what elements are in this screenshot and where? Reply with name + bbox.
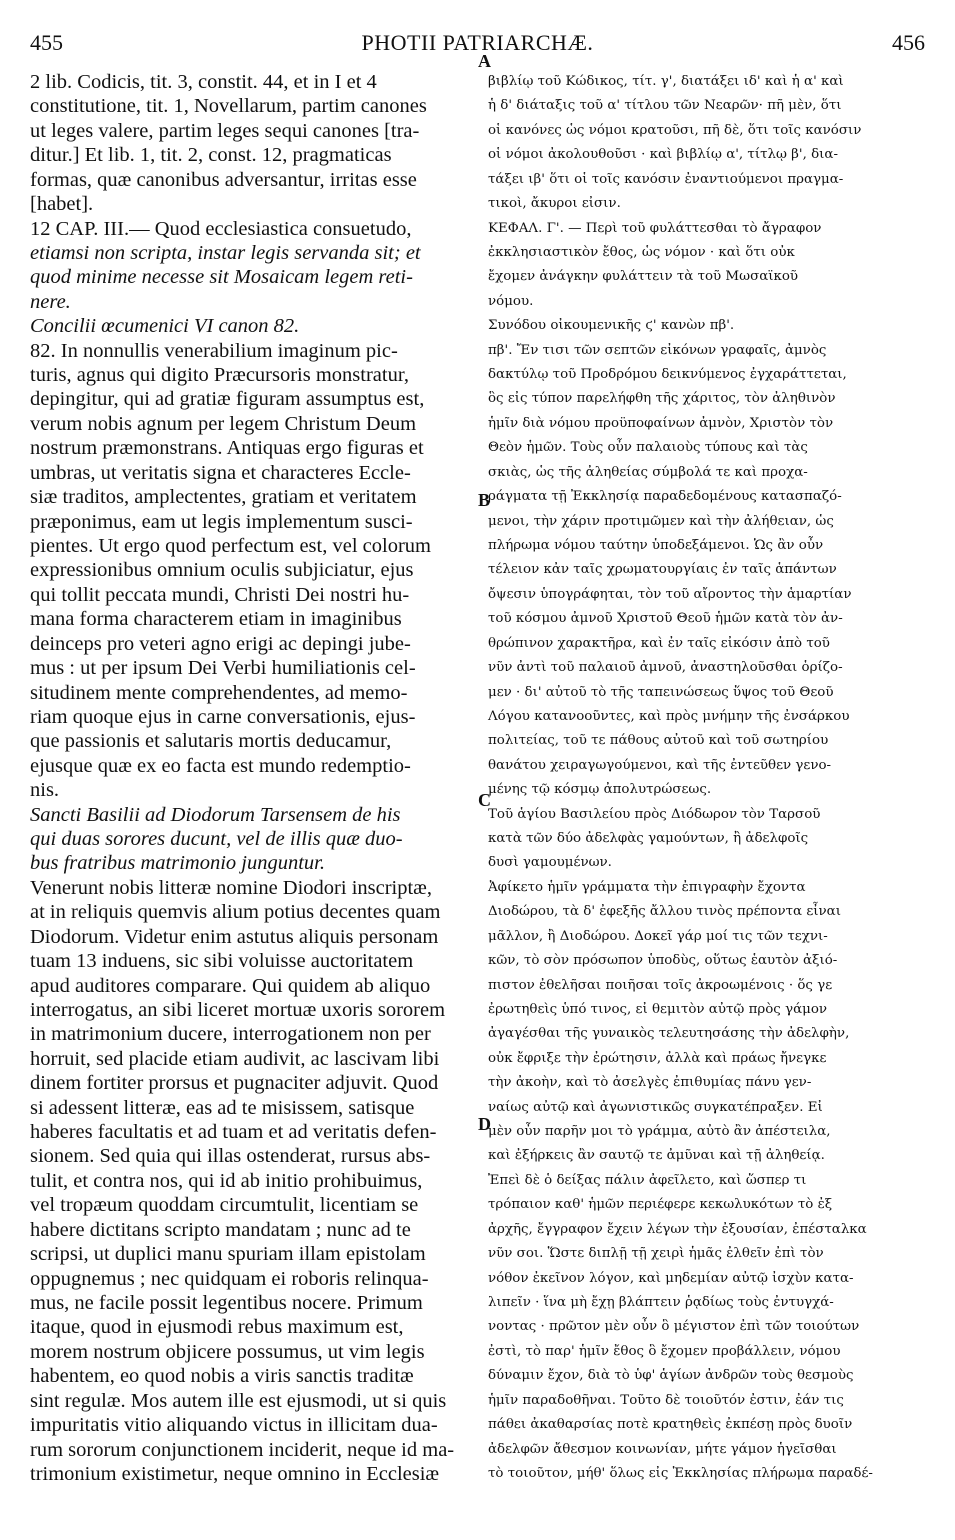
latin-line: habentem, eo quod nobis a viris sanctis traditæ bbox=[30, 1365, 414, 1388]
greek-line: πβ'. Ἔν τισι τῶν σεπτῶν εἰκόνων γραφαῖς, ἀμνὸς bbox=[488, 342, 827, 358]
greek-line: ράγματα τῇ Ἐκκλησίᾳ παραδεδομένους κατασπαζό- bbox=[488, 489, 842, 505]
page-number-left: 455 bbox=[30, 30, 63, 55]
greek-line: τρόπαιον καθ' ἡμῶν περιέφερε κεκωλυκότων τὸ ἐξ bbox=[488, 1197, 833, 1213]
greek-line: ἐστὶ, τὸ παρ' ἡμῖν ἔθος ὃ ἔχομεν προβάλλειν, νόμου bbox=[488, 1343, 841, 1359]
latin-line: qui duas sorores ducunt, vel de illis quæ duo- bbox=[30, 828, 403, 851]
greek-line: νόθον ἐκεῖνον λόγον, καὶ μηδεμίαν αὐτῷ ἰσχὺν κατα- bbox=[488, 1270, 854, 1286]
greek-line: ἡμῖν παραδοθῆναι. Τοῦτο δὲ τοιοῦτόν ἐστιν, ἐάν τις bbox=[488, 1392, 844, 1408]
greek-line: Ἐπεὶ δὲ ὁ δείξας πάλιν ἀφεῖλετο, καὶ ὥσπερ τι bbox=[488, 1172, 807, 1188]
latin-line: etiamsi non scripta, instar legis servanda sit; et bbox=[30, 241, 421, 264]
greek-line: ἀδελφῶν ἄθεσμον κοινωνίαν, μήτε γάμον ἡγεῖσθαι bbox=[488, 1441, 837, 1457]
greek-line: ἐκκλησιαστικὸν ἔθος, ὡς νόμον · καὶ ὅτι οὐκ bbox=[488, 244, 795, 260]
latin-line: constitutione, tit. 1, Novellarum, partim canones bbox=[30, 95, 427, 118]
greek-line: ἡ δ' διάταξις τοῦ α' τίτλου τῶν Νεαρῶν· πῆ μὲν, ὅτι bbox=[488, 98, 842, 114]
latin-line: Diodorum. Videtur enim astutus aliquis personam bbox=[30, 925, 439, 948]
latin-line: riam quoque ejus in carne conversationis, ejus- bbox=[30, 705, 416, 728]
latin-line: Sancti Basilii ad Diodorum Tarsensem de his bbox=[30, 803, 401, 826]
greek-line: τὸ τοιοῦτον, μήθ' ὅλως εἰς Ἐκκλησίας πλήρωμα παραδέ- bbox=[488, 1465, 873, 1481]
greek-line: μᾶλλον, ἢ Διοδώρου. Δοκεῖ γάρ μοί τις τῶν τεχνι- bbox=[488, 928, 828, 944]
latin-line: ejusque quæ ex eo facta est mundo redemptio- bbox=[30, 754, 411, 777]
latin-line: [habet]. bbox=[30, 193, 94, 216]
running-title: PHOTII PATRIARCHÆ. bbox=[361, 30, 594, 55]
greek-line: νῦν ἀντὶ τοῦ παλαιοῦ ἀμνοῦ, ἀναστηλοῦσθαι ὁρίζο- bbox=[488, 660, 843, 676]
greek-line: πλήρωμα νόμου ταύτην ὑποδεξάμενοι. Ὡς ἂν οὖν bbox=[488, 537, 824, 553]
greek-line: θρώπινον χαρακτῆρα, καὶ ἐν ταῖς εἰκόσιν ἀπὸ τοῦ bbox=[488, 635, 830, 651]
latin-line: 2 lib. Codicis, tit. 3, constit. 44, et in I et 4 bbox=[30, 71, 377, 93]
greek-line: ἔχομεν ἀνάγκην φυλάττειν τὰ τοῦ Μωσαϊκοῦ bbox=[488, 269, 799, 285]
latin-line: que passionis et salutaris mortis deducamur, bbox=[30, 730, 392, 753]
greek-line: Διοδώρου, τὰ δ' ἐφεξῆς ἄλλου τινὸς πρέποντα εἶναι bbox=[488, 904, 841, 920]
latin-line: tuam 13 induens, sic sibi voluisse auctoritatem bbox=[30, 950, 414, 973]
latin-line: bus fratribus matrimonio junguntur. bbox=[30, 852, 326, 875]
latin-line: trimonium existimetur, neque omnino in Ecclesiæ bbox=[30, 1462, 440, 1485]
greek-line: ἀρχῆς, ἔγγραφον ἔχειν λέγων τὴν ἐξουσίαν, ἐπέσταλκα bbox=[488, 1221, 867, 1237]
latin-line: apud auditores comparare. Qui quidem ab aliquo bbox=[30, 974, 431, 997]
latin-line: rum sororum conjunctionem inciderit, neque id ma- bbox=[30, 1438, 455, 1461]
greek-line: Λόγου κατανοοῦντες, καὶ πρὸς μνήμην τῆς ἐνσάρκου bbox=[488, 708, 850, 724]
greek-line: κατὰ τῶν δύο ἀδελφὰς γαμούντων, ἢ ἀδελφοῖς bbox=[488, 831, 809, 847]
latin-line: 12 CAP. III.— Quod ecclesiastica consuetudo, bbox=[30, 217, 412, 240]
latin-line: nostrum præmonstrans. Antiquas ergo figuras et bbox=[30, 437, 424, 460]
greek-line: πιστον ἐθελῆσαι ποιῆσαι τοῖς ἀκροωμένοις · ὅς γε bbox=[488, 977, 833, 993]
latin-line: Concilii œcumenici VI canon 82. bbox=[30, 315, 300, 338]
latin-line: turis, agnus qui digito Præcursoris monstratur, bbox=[30, 364, 409, 387]
greek-line: ἀγαγέσθαι τῆς γυναικὸς τελευτησάσης τὴν ἀδελφὴν, bbox=[488, 1026, 850, 1042]
greek-line: οἱ κανόνες ὡς νόμοι κρατοῦσι, πῆ δὲ, ὅτι τοῖς κανόσιν bbox=[488, 122, 862, 138]
greek-line: καὶ ἐξήρκεις ἂν σαυτῷ τε ἀμῦναι καὶ τῇ ἀληθείᾳ. bbox=[488, 1148, 825, 1164]
latin-line: qui tollit peccata mundi, Christi Dei nostri hu- bbox=[30, 583, 410, 606]
latin-line: in matrimonium ducere, interrogationem non per bbox=[30, 1023, 431, 1046]
latin-line: itaque, quod in ejusmodi rebus maximum est, bbox=[30, 1316, 404, 1339]
latin-line: quod minime necesse sit Mosaicam legem reti- bbox=[30, 266, 413, 289]
latin-line: 82. In nonnullis venerabilium imaginum pic- bbox=[30, 339, 398, 362]
greek-line: θανάτου χειραγωγούμενοι, καὶ τῆς ἐντεῦθεν γενο- bbox=[488, 757, 832, 773]
latin-line: Venerunt nobis litteræ nomine Diodori inscriptæ, bbox=[30, 876, 432, 899]
greek-line: πολιτείας, τοῦ τε πάθους αὐτοῦ καὶ τοῦ σωτηρίου bbox=[488, 733, 829, 749]
greek-line: τάξει ιβ' ὅτι οἱ τοῖς κανόσιν ἐναντιούμενοι πραγμα- bbox=[488, 171, 844, 187]
latin-line: horruit, sed placide etiam audivit, ac lascivam libi bbox=[30, 1047, 440, 1070]
greek-line: νόμου. bbox=[488, 293, 534, 309]
latin-line: si adessent litteræ, eas ad te misissem, satisque bbox=[30, 1096, 415, 1119]
greek-line: βιβλίῳ τοῦ Κώδικος, τίτ. γ', διατάξει ιδ' καὶ ἡ α' καὶ bbox=[488, 74, 844, 89]
greek-line: κῶν, τὸ σὸν πρόσωπον ὑποδὺς, οὕτως ἑαυτὸν ἀξιό- bbox=[488, 953, 838, 969]
section-marker-b: B bbox=[478, 490, 491, 510]
greek-line: δυσὶ γαμουμένων. bbox=[488, 855, 612, 871]
latin-line: morem nostrum objicere possumus, ut vim legis bbox=[30, 1340, 425, 1363]
latin-line: mus : ut per ipsum Dei Verbi humiliationis cel- bbox=[30, 657, 416, 680]
greek-line: λιπεῖν · ἵνα μὴ ἔχῃ βλάπτειν ῥᾳδίως τοὺς ἐντυγχά- bbox=[488, 1295, 834, 1310]
latin-line: scripsi, ut duplici manu spuriam illam epistolam bbox=[30, 1243, 426, 1266]
greek-line: δακτύλῳ τοῦ Προδρόμου δεικνύμενος ἐγχαράττεται, bbox=[488, 367, 847, 383]
greek-line: τέλειον κἀν ταῖς χρωματουργίαις ἐν ταῖς ἁπάντων bbox=[488, 562, 837, 578]
latin-line: impuritatis vitio aliquando victus in illicitam dua- bbox=[30, 1414, 438, 1437]
latin-line: vel tropæum quoddam circumtulit, licentiam se bbox=[30, 1194, 419, 1217]
greek-line: ναίως αὐτῷ καὶ ἀγωνιστικῶς συγκατέπραξεν. Εἰ bbox=[488, 1099, 823, 1115]
greek-line: τὴν ἀκοὴν, καὶ τὸ ἀσελγὲς ἐπιθυμίας πάνυ γεν- bbox=[488, 1075, 812, 1091]
greek-line: οἱ νόμοι ἀκολουθοῦσι · καὶ βιβλίῳ α', τίτλῳ β', δια- bbox=[488, 147, 838, 163]
latin-line: haberes facultatis et ad tuam et ad veritatis defen- bbox=[30, 1121, 437, 1144]
page-number-right: 456 bbox=[892, 30, 925, 55]
greek-line: τικοὶ, ἄκυροι εἰσιν. bbox=[488, 196, 621, 212]
latin-line: sint regulæ. Mos autem ille est ejusmodi, ut si quis bbox=[30, 1389, 447, 1412]
latin-line: depingitur, qui ad gratiæ figuram assumptus est, bbox=[30, 388, 425, 411]
greek-line: ἐρωτηθεὶς ὑπό τινος, εἰ θεμιτὸν αὐτῷ πρὸς γάμον bbox=[488, 1001, 828, 1017]
section-marker-c: C bbox=[478, 790, 491, 810]
greek-line: σκιὰς, ὡς τῆς ἀληθείας σύμβολά τε καὶ προχα- bbox=[488, 464, 808, 480]
latin-line: mana forma characterem etiam in imaginibus bbox=[30, 608, 402, 631]
greek-line: οὐκ ἔφριξε τὴν ἐρώτησιν, ἀλλὰ καὶ πράως ἤνεγκε bbox=[488, 1050, 827, 1066]
latin-line: oppugnemus ; nec quidquam ei roboris relinqua- bbox=[30, 1267, 429, 1290]
greek-line: ὄψεσιν ὑπογράφηται, τὸν τοῦ αἴροντος τὴν ἁμαρτίαν bbox=[488, 586, 852, 602]
latin-line: verum nobis agnum per legem Christum Deum bbox=[30, 412, 417, 435]
latin-line: pientes. Ut ergo quod perfectum est, vel colorum bbox=[30, 534, 431, 557]
greek-line: Θεὸν ἡμῶν. Τοὺς οὖν παλαιοὺς τύπους καὶ τὰς bbox=[488, 440, 808, 456]
latin-line: formas, quæ canonibus adversantur, irritas esse bbox=[30, 168, 417, 191]
greek-line: τοῦ κόσμου ἀμνοῦ Χριστοῦ Θεοῦ ἡμῶν κατὰ τὸν ἀν- bbox=[488, 611, 843, 627]
latin-line: umbras, ut veritatis signa et characteres Eccle- bbox=[30, 461, 411, 484]
greek-line: Τοῦ ἁγίου Βασιλείου πρὸς Διόδωρον τὸν Ταρσοῦ bbox=[488, 806, 821, 822]
greek-line: μένης τῷ κόσμῳ ἀπολυτρώσεως. bbox=[488, 782, 712, 798]
latin-line: habere dictitans scripto mandatam ; nunc ad te bbox=[30, 1218, 411, 1241]
greek-line: νοντας · πρῶτον μὲν οὖν ὃ μέγιστον ἐπὶ τῶν τοιούτων bbox=[488, 1319, 860, 1335]
latin-line: dinem fortiter prorsus et pugnaciter adjuvit. Quod bbox=[30, 1072, 439, 1095]
latin-line: ditur.] Et lib. 1, tit. 2, const. 12, pragmaticas bbox=[30, 144, 392, 167]
latin-line: sionem. Sed quia qui illas ostenderat, rursus abs- bbox=[30, 1145, 431, 1168]
latin-line: nere. bbox=[30, 290, 71, 313]
greek-line: πάθει ἀκαθαρσίας ποτὲ κρατηθεὶς ἐκπέσῃ πρὸς δυοῖν bbox=[488, 1417, 853, 1433]
latin-line: siæ traditos, amplectentes, gratiam et veritatem bbox=[30, 486, 417, 509]
latin-line: tulit, et contra nos, qui id ab initio prohibuimus, bbox=[30, 1169, 423, 1192]
greek-line: δύναμιν ἔχον, διὰ τὸ ὑφ' ἁγίων ἀνδρῶν τοὺς θεσμοὺς bbox=[488, 1368, 854, 1384]
greek-line: μεν · δι' αὐτοῦ τὸ τῆς ταπεινώσεως ὕψος τοῦ Θεοῦ bbox=[488, 684, 834, 700]
greek-line: Ἀφίκετο ἡμῖν γράμματα τὴν ἐπιγραφὴν ἔχοντα bbox=[488, 879, 806, 895]
greek-line: ἡμῖν διὰ νόμου προϋποφαίνων ἀμνὸν, Χριστὸν τὸν bbox=[488, 415, 834, 431]
section-marker-a: A bbox=[478, 51, 491, 71]
latin-line: ut leges valere, partim leges sequi canones [tra- bbox=[30, 119, 420, 142]
latin-line: at in reliquis quemvis alium potius decentes quam bbox=[30, 901, 441, 924]
latin-line: nis. bbox=[30, 779, 60, 802]
greek-line: μενοι, τὴν χάριν προτιμῶμεν καὶ τὴν ἀλήθειαν, ὡς bbox=[488, 513, 834, 529]
greek-line: ὃς εἰς τύπον παρελήφθη τῆς χάριτος, τὸν ἀληθινὸν bbox=[488, 391, 836, 407]
greek-line: μὲν οὖν παρῆν μοι τὸ γράμμα, αὐτὸ ἂν ἀπέστειλα, bbox=[488, 1124, 831, 1140]
latin-line: situdinem mente comprehendentes, ad memo- bbox=[30, 681, 408, 704]
greek-line: ΚΕΦΑΛ. Γ'. — Περὶ τοῦ φυλάττεσθαι τὸ ἄγραφον bbox=[488, 220, 822, 236]
latin-line: expressionibus omnium oculis subjiciatur, ejus bbox=[30, 559, 414, 582]
section-marker-d: D bbox=[478, 1114, 491, 1134]
greek-line: Συνόδου οἰκουμενικῆς ϛ' κανὼν πβ'. bbox=[488, 318, 735, 334]
latin-line: mus, ne facile possit legentibus nocere. Primum bbox=[30, 1292, 423, 1314]
latin-line: præponimus, eam ut legis implementum susci- bbox=[30, 510, 413, 533]
greek-line: νῦν σοι. Ὥστε διπλῇ τῇ χειρὶ ἡμᾶς ἐλθεῖν ἐπὶ τὸν bbox=[488, 1246, 824, 1262]
latin-line: interrogatus, an sibi liceret mortuæ uxoris sororem bbox=[30, 998, 446, 1021]
latin-line: deinceps pro veteri agno erigi ac depingi jube- bbox=[30, 632, 411, 655]
